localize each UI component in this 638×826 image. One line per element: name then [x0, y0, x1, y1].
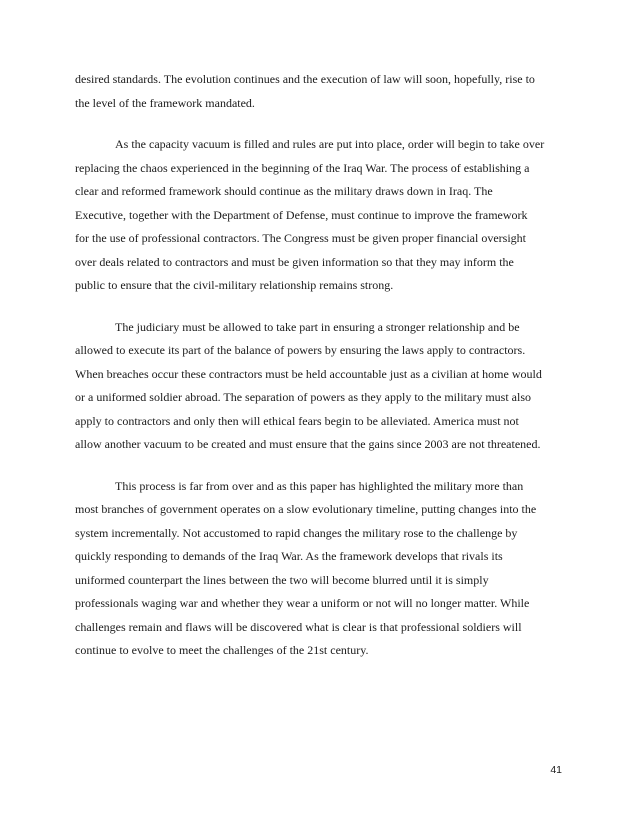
text-line: apply to contractors and only then will ethical fears begin to be alleviated. America must not	[75, 413, 519, 428]
text-line: the level of the framework mandated.	[75, 95, 255, 110]
text-line: desired standards. The evolution continues and the execution of law will soon, hopefully, rise to	[75, 72, 535, 86]
text-line: or a uniformed soldier abroad. The separation of powers as they apply to the military must also	[75, 390, 531, 404]
text-line: most branches of government operates on a slow evolutionary timeline, putting changes into the	[75, 502, 537, 516]
text-line: clear and reformed framework should continue as the military draws down in Iraq. The	[75, 184, 493, 198]
text-line: replacing the chaos experienced in the beginning of the Iraq War. The process of establishing a	[75, 160, 530, 175]
paragraph-1	[75, 68, 565, 115]
text-line: Executive, together with the Department of Defense, must continue to improve the framework	[75, 207, 528, 222]
text-line: allowed to execute its part of the balance of powers by ensuring the laws apply to contractors.	[75, 343, 526, 357]
text-line: uniformed counterpart the lines between the two will become blurred until it is simply	[75, 572, 489, 587]
page-number: 41	[550, 764, 562, 776]
text-line: system incrementally. Not accustomed to rapid changes the military rose to the challenge by	[75, 525, 518, 540]
text-line: over deals related to contractors and must be given information so that they may inform the	[75, 254, 514, 269]
body-text	[75, 68, 565, 681]
text-line: allow another vacuum to be created and must ensure that the gains since 2003 are not threatened.	[75, 437, 541, 451]
text-line: challenges remain and flaws will be discovered what is clear is that professional soldiers will	[75, 619, 522, 634]
text-line: for the use of professional contractors. The Congress must be given proper financial oversight	[75, 231, 526, 245]
text-line: public to ensure that the civil-military relationship remains strong.	[75, 278, 394, 292]
text-line: quickly responding to demands of the Iraq War. As the framework develops that rivals its	[75, 549, 503, 563]
text-line: continue to evolve to meet the challenges of the 21st century.	[75, 643, 369, 657]
text-line: When breaches occur these contractors must be held accountable just as a civilian at home would	[75, 366, 542, 381]
text-line: professionals waging war and whether they wear a uniform or not will no longer matter. While	[75, 596, 530, 610]
paragraph-2	[75, 133, 565, 298]
text-line: The judiciary must be allowed to take part in ensuring a stronger relationship and be	[115, 319, 520, 334]
text-line: This process is far from over and as this paper has highlighted the military more than	[115, 478, 524, 493]
paragraph-4	[75, 475, 565, 663]
paragraph-3	[75, 316, 565, 457]
text-line: As the capacity vacuum is filled and rules are put into place, order will begin to take over	[115, 137, 545, 151]
